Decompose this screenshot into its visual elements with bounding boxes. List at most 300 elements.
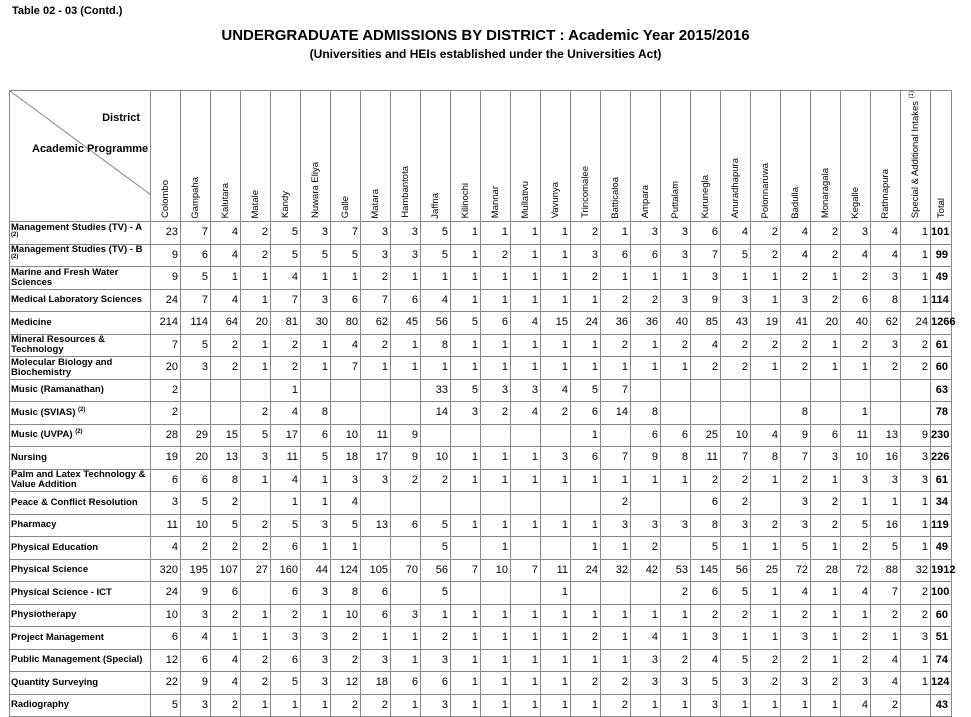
value-cell: 3 <box>181 604 211 627</box>
value-cell: 2 <box>841 627 871 650</box>
value-cell: 2 <box>841 537 871 560</box>
value-cell <box>541 424 571 447</box>
value-cell <box>901 379 931 402</box>
value-cell <box>751 379 781 402</box>
value-cell: 1 <box>331 267 361 290</box>
table-row <box>10 514 952 537</box>
value-cell: 6 <box>181 649 211 672</box>
value-cell: 24 <box>571 312 601 335</box>
value-cell: 1 <box>631 604 661 627</box>
value-cell: 1 <box>631 694 661 717</box>
value-cell: 20 <box>241 312 271 335</box>
value-cell: 2 <box>901 582 931 605</box>
value-cell: 1 <box>721 537 751 560</box>
value-cell: 1 <box>511 244 541 267</box>
value-cell: 3 <box>421 694 451 717</box>
value-cell: 1 <box>391 357 421 380</box>
value-cell: 2 <box>841 267 871 290</box>
value-cell: 6 <box>301 424 331 447</box>
value-cell: 2 <box>271 334 301 357</box>
value-cell: 1 <box>601 649 631 672</box>
value-cell: 2 <box>151 402 181 425</box>
value-cell: 9 <box>901 424 931 447</box>
value-cell: 2 <box>901 357 931 380</box>
value-cell: 3 <box>781 627 811 650</box>
value-cell: 1 <box>571 649 601 672</box>
value-cell: 4 <box>841 694 871 717</box>
value-cell: 2 <box>211 694 241 717</box>
value-cell: 1 <box>631 469 661 492</box>
value-cell: 25 <box>691 424 721 447</box>
table-row <box>10 469 952 492</box>
value-cell: 7 <box>361 289 391 312</box>
value-cell: 40 <box>661 312 691 335</box>
value-cell: 214 <box>151 312 181 335</box>
value-cell <box>481 582 511 605</box>
value-cell: 3 <box>391 244 421 267</box>
value-cell: 2 <box>601 334 631 357</box>
value-cell: 6 <box>631 424 661 447</box>
value-cell: 1 <box>241 469 271 492</box>
value-cell: 1 <box>721 694 751 717</box>
value-cell: 42 <box>631 559 661 582</box>
value-cell: 1 <box>781 694 811 717</box>
value-cell: 45 <box>391 312 421 335</box>
value-cell: 2 <box>841 334 871 357</box>
value-cell: 9 <box>181 672 211 695</box>
value-cell: 6 <box>361 582 391 605</box>
value-cell: 2 <box>871 694 901 717</box>
value-cell: 2 <box>181 537 211 560</box>
value-cell: 2 <box>661 649 691 672</box>
value-cell: 23 <box>151 222 181 245</box>
value-cell: 1 <box>571 514 601 537</box>
value-cell <box>181 402 211 425</box>
value-cell <box>421 492 451 515</box>
value-cell <box>361 402 391 425</box>
value-cell <box>391 492 421 515</box>
value-cell: 72 <box>841 559 871 582</box>
value-cell: 16 <box>871 514 901 537</box>
value-cell: 15 <box>541 312 571 335</box>
value-cell: 1 <box>241 334 271 357</box>
district-header <box>241 91 271 222</box>
value-cell: 3 <box>901 469 931 492</box>
value-cell: 1 <box>571 694 601 717</box>
value-cell: 20 <box>181 447 211 470</box>
value-cell: 19 <box>751 312 781 335</box>
value-cell <box>211 402 241 425</box>
value-cell: 1 <box>451 334 481 357</box>
value-cell: 4 <box>721 222 751 245</box>
value-cell: 1 <box>241 694 271 717</box>
value-cell: 2 <box>601 492 631 515</box>
table-row <box>10 267 952 290</box>
value-cell: 5 <box>151 694 181 717</box>
value-cell: 5 <box>301 244 331 267</box>
value-cell: 8 <box>301 402 331 425</box>
district-header-label: Colombo <box>160 180 171 219</box>
district-header <box>391 91 421 222</box>
total-cell: 78 <box>931 402 952 425</box>
value-cell: 1 <box>811 649 841 672</box>
value-cell: 5 <box>421 537 451 560</box>
value-cell: 2 <box>751 244 781 267</box>
value-cell: 2 <box>751 514 781 537</box>
value-cell: 2 <box>781 267 811 290</box>
value-cell: 8 <box>631 402 661 425</box>
value-cell: 30 <box>301 312 331 335</box>
value-cell: 1 <box>901 492 931 515</box>
total-cell: 100 <box>931 582 952 605</box>
value-cell: 8 <box>751 447 781 470</box>
value-cell: 1 <box>811 694 841 717</box>
value-cell: 8 <box>691 514 721 537</box>
value-cell: 1 <box>541 672 571 695</box>
value-cell: 5 <box>271 222 301 245</box>
value-cell: 6 <box>361 604 391 627</box>
value-cell: 3 <box>691 627 721 650</box>
programme-cell: Pharmacy <box>10 514 151 537</box>
programme-cell: Radiography <box>10 694 151 717</box>
value-cell: 2 <box>751 222 781 245</box>
value-cell: 24 <box>151 289 181 312</box>
value-cell: 1 <box>901 267 931 290</box>
value-cell: 1 <box>271 379 301 402</box>
value-cell: 1 <box>811 267 841 290</box>
value-cell: 2 <box>271 357 301 380</box>
value-cell: 1 <box>541 514 571 537</box>
value-cell: 2 <box>721 604 751 627</box>
value-cell: 1 <box>511 672 541 695</box>
total-cell: 51 <box>931 627 952 650</box>
value-cell: 1 <box>841 402 871 425</box>
value-cell: 5 <box>271 244 301 267</box>
value-cell: 1 <box>451 267 481 290</box>
value-cell: 2 <box>901 604 931 627</box>
value-cell: 1 <box>391 267 421 290</box>
value-cell: 4 <box>271 469 301 492</box>
district-header-label: Matale <box>250 189 261 219</box>
value-cell: 17 <box>271 424 301 447</box>
district-header-label: Anuradhapura <box>730 158 741 219</box>
value-cell: 3 <box>661 222 691 245</box>
value-cell <box>571 582 601 605</box>
value-cell: 3 <box>481 379 511 402</box>
value-cell <box>511 582 541 605</box>
programme-cell: Molecular Biology and Biochemistry <box>10 357 151 380</box>
value-cell: 1 <box>571 357 601 380</box>
total-cell: 1912 <box>931 559 952 582</box>
value-cell: 1 <box>331 537 361 560</box>
district-header <box>301 91 331 222</box>
value-cell: 36 <box>601 312 631 335</box>
district-header <box>901 91 931 222</box>
value-cell: 15 <box>211 424 241 447</box>
value-cell: 19 <box>151 447 181 470</box>
value-cell: 10 <box>331 604 361 627</box>
header-row <box>10 91 952 222</box>
table-row <box>10 379 952 402</box>
value-cell: 4 <box>751 424 781 447</box>
value-cell: 5 <box>301 447 331 470</box>
value-cell: 6 <box>691 492 721 515</box>
value-cell: 2 <box>361 267 391 290</box>
value-cell: 3 <box>241 447 271 470</box>
value-cell: 3 <box>811 447 841 470</box>
value-cell: 1 <box>451 289 481 312</box>
value-cell: 3 <box>301 649 331 672</box>
value-cell: 4 <box>511 402 541 425</box>
value-cell <box>391 537 421 560</box>
value-cell: 2 <box>571 627 601 650</box>
value-cell <box>511 537 541 560</box>
value-cell <box>631 492 661 515</box>
value-cell: 5 <box>721 244 751 267</box>
value-cell: 1 <box>661 357 691 380</box>
value-cell: 3 <box>661 672 691 695</box>
value-cell: 41 <box>781 312 811 335</box>
value-cell: 9 <box>691 289 721 312</box>
table-id: Table 02 - 03 (Contd.) <box>12 5 123 17</box>
value-cell: 1 <box>601 469 631 492</box>
value-cell: 11 <box>541 559 571 582</box>
table-row <box>10 334 952 357</box>
value-cell: 6 <box>151 627 181 650</box>
value-cell: 10 <box>421 447 451 470</box>
district-header-label: Mullativu <box>520 180 531 219</box>
value-cell: 1 <box>541 334 571 357</box>
value-cell: 5 <box>211 514 241 537</box>
value-cell: 1 <box>271 492 301 515</box>
value-cell: 3 <box>301 627 331 650</box>
value-cell <box>811 402 841 425</box>
district-header-label: Trincomalee <box>580 166 591 219</box>
value-cell: 10 <box>181 514 211 537</box>
value-cell: 6 <box>391 672 421 695</box>
district-header-label: Kegalle <box>850 186 861 219</box>
value-cell: 7 <box>601 447 631 470</box>
value-cell: 6 <box>481 312 511 335</box>
value-cell: 14 <box>601 402 631 425</box>
value-cell: 6 <box>571 402 601 425</box>
value-cell: 3 <box>391 222 421 245</box>
value-cell <box>631 582 661 605</box>
value-cell: 3 <box>841 222 871 245</box>
value-cell: 1 <box>481 334 511 357</box>
value-cell: 124 <box>331 559 361 582</box>
value-cell: 24 <box>901 312 931 335</box>
value-cell: 1 <box>481 267 511 290</box>
programme-cell: Peace & Conflict Resolution <box>10 492 151 515</box>
value-cell: 2 <box>811 289 841 312</box>
district-header <box>781 91 811 222</box>
table-row <box>10 672 952 695</box>
value-cell: 3 <box>511 379 541 402</box>
district-header <box>151 91 181 222</box>
value-cell: 1 <box>211 627 241 650</box>
value-cell: 3 <box>721 289 751 312</box>
value-cell: 2 <box>211 492 241 515</box>
district-header <box>691 91 721 222</box>
district-axis-label: District <box>102 112 140 124</box>
value-cell: 64 <box>211 312 241 335</box>
total-cell: 49 <box>931 537 952 560</box>
value-cell: 3 <box>301 289 331 312</box>
value-cell: 6 <box>181 469 211 492</box>
value-cell: 1 <box>301 469 331 492</box>
value-cell: 3 <box>721 672 751 695</box>
value-cell: 9 <box>631 447 661 470</box>
value-cell: 4 <box>631 627 661 650</box>
value-cell: 5 <box>451 379 481 402</box>
value-cell: 3 <box>571 244 601 267</box>
total-header-label: Total <box>935 198 947 219</box>
value-cell: 14 <box>421 402 451 425</box>
value-cell: 3 <box>631 514 661 537</box>
value-cell <box>721 402 751 425</box>
value-cell: 27 <box>241 559 271 582</box>
value-cell: 32 <box>601 559 631 582</box>
value-cell: 4 <box>871 672 901 695</box>
value-cell: 18 <box>331 447 361 470</box>
value-cell: 3 <box>871 267 901 290</box>
value-cell: 8 <box>871 289 901 312</box>
value-cell: 62 <box>361 312 391 335</box>
value-cell: 1 <box>751 604 781 627</box>
value-cell: 5 <box>691 672 721 695</box>
value-cell: 6 <box>271 582 301 605</box>
district-header-label: Nuwara Eliya <box>310 162 321 219</box>
value-cell: 3 <box>601 514 631 537</box>
value-cell: 1 <box>511 627 541 650</box>
value-cell <box>301 379 331 402</box>
programme-cell: Quantity Surveying <box>10 672 151 695</box>
value-cell: 1 <box>271 694 301 717</box>
value-cell: 56 <box>421 559 451 582</box>
total-cell: 99 <box>931 244 952 267</box>
programme-cell: Music (Ramanathan) <box>10 379 151 402</box>
value-cell: 1 <box>241 267 271 290</box>
value-cell: 17 <box>361 447 391 470</box>
value-cell: 3 <box>301 222 331 245</box>
programme-cell: Physical Education <box>10 537 151 560</box>
value-cell: 2 <box>481 244 511 267</box>
programme-cell: Nursing <box>10 447 151 470</box>
value-cell: 1 <box>511 469 541 492</box>
value-cell: 1 <box>601 537 631 560</box>
value-cell: 33 <box>421 379 451 402</box>
value-cell: 7 <box>151 334 181 357</box>
table-row <box>10 604 952 627</box>
value-cell: 1 <box>541 649 571 672</box>
value-cell: 1 <box>451 672 481 695</box>
value-cell: 6 <box>271 537 301 560</box>
value-cell: 88 <box>871 559 901 582</box>
district-header-label: Special & Additional Intakes $^{(1)}$ <box>908 91 921 219</box>
value-cell: 1 <box>541 267 571 290</box>
value-cell: 1 <box>301 604 331 627</box>
value-cell: 1 <box>901 244 931 267</box>
value-cell: 2 <box>871 604 901 627</box>
value-cell: 1 <box>661 267 691 290</box>
value-cell: 5 <box>271 672 301 695</box>
value-cell: 1 <box>511 604 541 627</box>
value-cell: 3 <box>781 492 811 515</box>
district-header-label: Polonnaruwa <box>760 162 771 219</box>
district-header-label: Kilinochi <box>460 182 471 219</box>
admissions-table <box>9 90 956 717</box>
value-cell: 13 <box>871 424 901 447</box>
value-cell: 11 <box>151 514 181 537</box>
value-cell <box>241 492 271 515</box>
value-cell: 4 <box>271 402 301 425</box>
value-cell: 1 <box>451 357 481 380</box>
district-header-label: Kalutara <box>220 182 231 219</box>
value-cell: 3 <box>301 582 331 605</box>
district-header <box>841 91 871 222</box>
value-cell: 5 <box>421 514 451 537</box>
value-cell <box>361 492 391 515</box>
value-cell: 1 <box>541 469 571 492</box>
value-cell: 3 <box>181 357 211 380</box>
value-cell: 5 <box>421 244 451 267</box>
value-cell: 16 <box>871 447 901 470</box>
page-title: UNDERGRADUATE ADMISSIONS BY DISTRICT : Academic Year 2015/2016 <box>221 27 750 44</box>
value-cell: 1 <box>871 627 901 650</box>
value-cell: 5 <box>421 582 451 605</box>
district-header-label: Hambantota <box>400 166 411 219</box>
value-cell: 1 <box>511 289 541 312</box>
value-cell: 10 <box>151 604 181 627</box>
value-cell: 1 <box>451 514 481 537</box>
value-cell: 7 <box>601 379 631 402</box>
value-cell: 2 <box>691 604 721 627</box>
value-cell: 2 <box>571 672 601 695</box>
value-cell: 1 <box>391 649 421 672</box>
value-cell: 1 <box>661 627 691 650</box>
value-cell: 1 <box>571 469 601 492</box>
value-cell: 3 <box>661 514 691 537</box>
value-cell: 5 <box>781 537 811 560</box>
district-header-label: Monaragala <box>820 168 831 219</box>
value-cell: 1 <box>421 267 451 290</box>
district-header <box>631 91 661 222</box>
total-cell: 61 <box>931 469 952 492</box>
value-cell: 2 <box>781 334 811 357</box>
value-cell: 3 <box>781 289 811 312</box>
value-cell <box>601 424 631 447</box>
value-cell: 2 <box>871 357 901 380</box>
value-cell: 3 <box>901 627 931 650</box>
value-cell: 1 <box>751 469 781 492</box>
value-cell: 6 <box>331 289 361 312</box>
value-cell: 3 <box>691 267 721 290</box>
value-cell: 1 <box>511 649 541 672</box>
value-cell <box>481 424 511 447</box>
value-cell: 2 <box>361 694 391 717</box>
value-cell: 1 <box>301 267 331 290</box>
value-cell: 1 <box>481 604 511 627</box>
value-cell: 10 <box>331 424 361 447</box>
value-cell: 7 <box>451 559 481 582</box>
value-cell: 3 <box>421 649 451 672</box>
value-cell: 6 <box>571 447 601 470</box>
programme-cell: Medicine <box>10 312 151 335</box>
district-header-label: Badulla <box>790 186 801 219</box>
value-cell: 8 <box>211 469 241 492</box>
value-cell: 3 <box>271 627 301 650</box>
